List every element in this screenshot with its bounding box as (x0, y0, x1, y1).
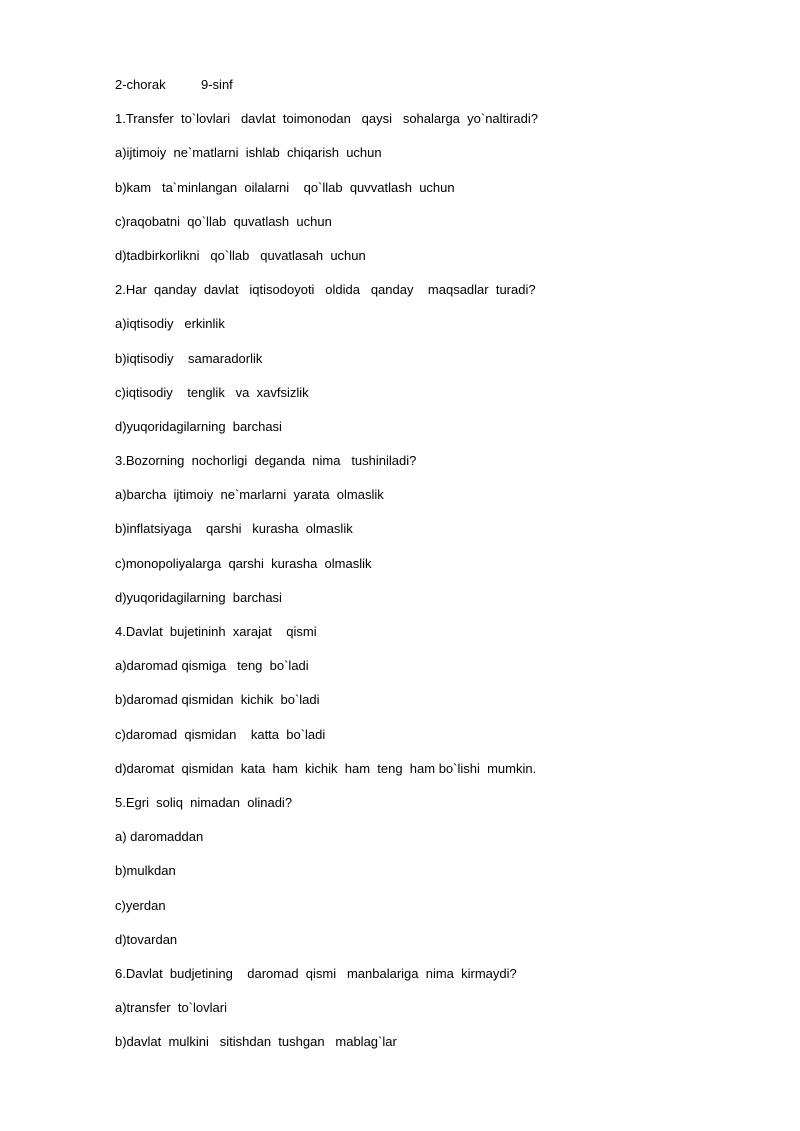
answer-option: b)inflatsiyaga qarshi kurasha olmaslik (115, 521, 353, 537)
answer-option: d)yuqoridagilarning barchasi (115, 418, 282, 434)
answer-option: b)iqtisodiy samaradorlik (115, 350, 263, 366)
question-2: 2.Har qanday davlat iqtisodoyoti oldida qanday maqsadlar turadi? (115, 282, 536, 298)
answer-option: b)kam ta`minlangan oilalarni qo`llab quvvatlash uchun (115, 179, 455, 195)
answer-option: a) daromaddan (115, 829, 204, 845)
question-5: 5.Egri soliq nimadan olinadi? (115, 794, 293, 810)
grade-label: 9-sinf (201, 77, 233, 92)
document-body (115, 75, 755, 1066)
answer-option: a)iqtisodiy erkinlik (115, 316, 225, 332)
question-4: 4.Davlat bujetininh xarajat qismi (115, 624, 317, 639)
document-header (115, 75, 755, 109)
answer-option: a)transfer to`lovlari (115, 1000, 227, 1016)
answer-option: c)daromad qismidan katta bo`ladi (115, 726, 326, 742)
answer-option: b)daromad qismidan kichik bo`ladi (115, 692, 320, 708)
answer-option: b)mulkdan (115, 863, 176, 879)
answer-option: a)ijtimoiy ne`matlarni ishlab chiqarish uchun (115, 145, 382, 161)
quarter-label: 2-chorak (115, 77, 166, 92)
answer-option: c)iqtisodiy tenglik va xavfsizlik (115, 384, 309, 400)
answer-option: d)yuqoridagilarning barchasi (115, 589, 282, 605)
answer-option: d)tovardan (115, 931, 178, 947)
question-1: 1.Transfer to`lovlari davlat toimonodan qaysi sohalarga yo`naltiradi? (115, 111, 538, 127)
answer-option: c)yerdan (115, 897, 166, 913)
question-3: 3.Bozorning nochorligi deganda nima tushiniladi? (115, 453, 417, 469)
answer-option: a)barcha ijtimoiy ne`marlarni yarata olmaslik (115, 487, 384, 503)
answer-option: b)davlat mulkini sitishdan tushgan mablag`lar (115, 1034, 397, 1050)
answer-option: c)raqobatni qo`llab quvatlash uchun (115, 213, 332, 229)
question-6: 6.Davlat budjetining daromad qismi manbalariga nima kirmaydi? (115, 965, 517, 981)
answer-option: d)daromat qismidan kata ham kichik ham teng ham bo`lishi mumkin. (115, 760, 537, 776)
answer-option: c)monopoliyalarga qarshi kurasha olmaslik (115, 555, 372, 571)
answer-option: a)daromad qismiga teng bo`ladi (115, 658, 309, 674)
answer-option: d)tadbirkorlikni qo`llab quvatlasah uchun (115, 247, 366, 263)
